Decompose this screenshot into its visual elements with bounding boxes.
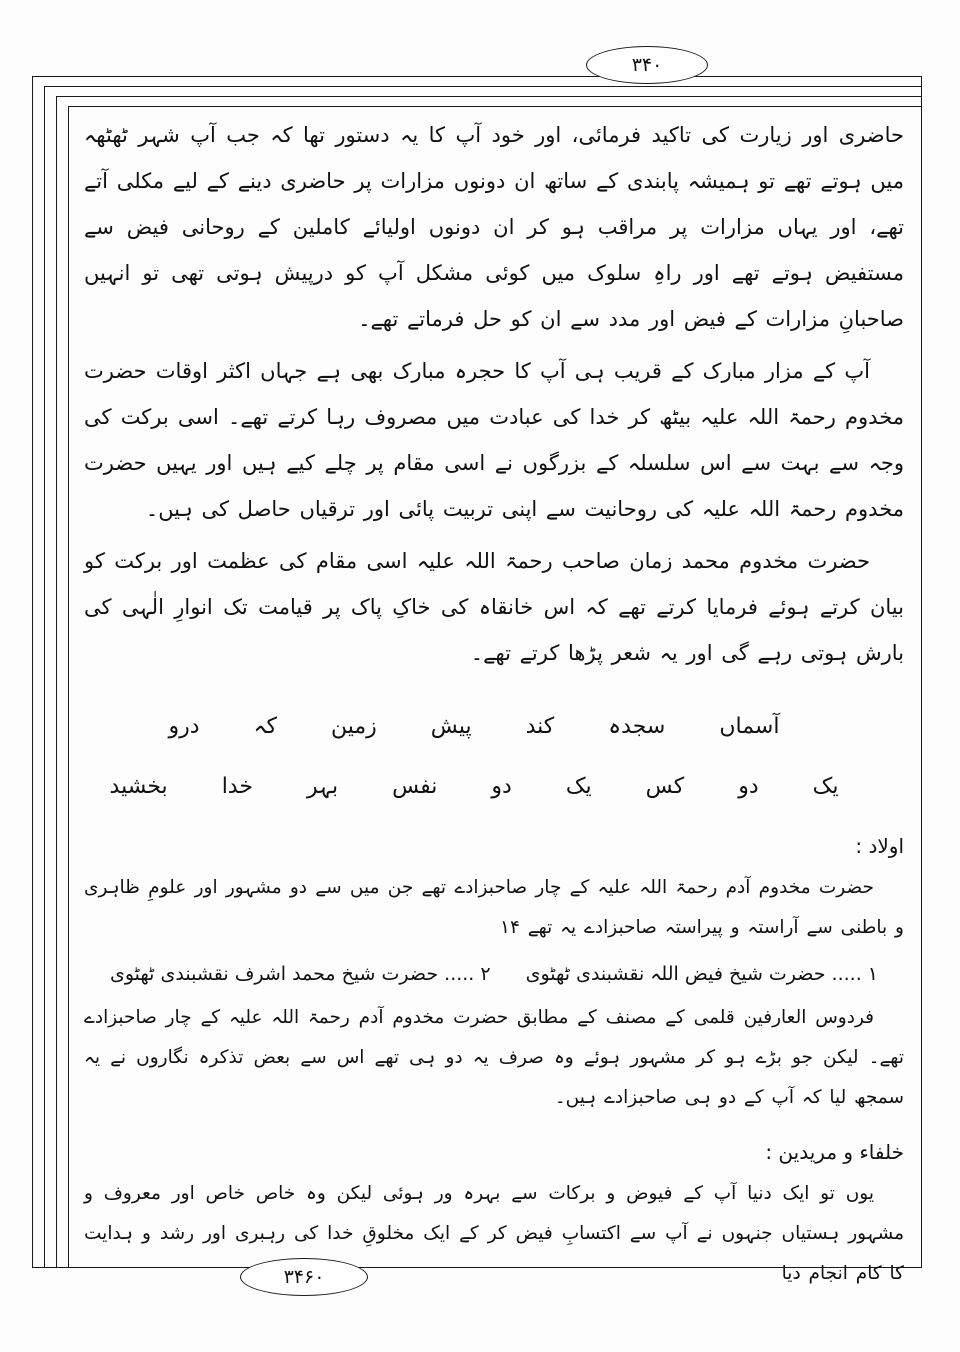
verse-word: دو: [738, 774, 759, 799]
verse-word: زمین: [330, 714, 377, 739]
verse-word: یک: [565, 774, 592, 799]
verse-word: خدا: [221, 774, 253, 799]
page-number-top: ۳۴۰: [586, 46, 708, 84]
heading-children: اولاد :: [855, 834, 904, 858]
verse-word: سجدہ: [608, 714, 666, 739]
children-paragraph-1: حضرت مخدوم آدم رحمۃ اللہ علیہ کے چار صاحبزادے تھے جن میں سے دو مشہور اور علومِ ظاہری و باطنی سے آراستہ و پیراستہ صاحبزادے یہ تھے ۱۴: [84, 877, 904, 938]
verse-word: نفس: [392, 774, 438, 799]
verse-word: بہر: [306, 774, 339, 799]
verse-word: بخشید: [109, 774, 168, 799]
page-number-bottom: ۳۴۶۰: [240, 1258, 368, 1296]
list-item: ۲ ..... حضرت شیخ محمد اشرف نقشبندی ٹھٹوی: [110, 963, 491, 985]
verse-word: کس: [645, 774, 685, 799]
paragraph-3: حضرت مخدوم محمد زمان صاحب رحمۃ اللہ علیہ اسی مقام کی عظمت اور برکت کو بیان کرتے ہوئے فرمایا کرتے تھے کہ اس خانقاہ کی خاکِ پاک پر قیامت تک انوارِ الٰہی کی بارش ہوتی رہے گی اور یہ شعر پڑھا کرتے تھے۔: [84, 549, 904, 665]
verse-line-2: [84, 762, 904, 812]
verse-word: پیش: [430, 714, 472, 739]
verse-word: آسماں: [719, 714, 780, 739]
children-paragraph-2: فردوس العارفین قلمی کے مصنف کے مطابق حضرت مخدوم آدم رحمۃ اللہ علیہ کے چار صاحبزادے تھے۔ لیکن جو بڑے ہو کر مشہور ہوئے وہ صرف یہ دو ہی تھے اس سے بعض تذکرہ نگاروں نے یہ سمجھ لیا کہ آپ کے دو ہی صاحبزادے ہیں۔: [84, 1007, 904, 1108]
verse-word: دو: [491, 774, 512, 799]
paragraph-1: حاضری اور زیارت کی تاکید فرمائی، اور خود آپ کا یہ دستور تھا کہ جب آپ شہر ٹھٹھہ میں ہوتے تھے تو ہمیشہ پابندی کے ساتھ ان دونوں مزارات پر حاضری دینے کے لیے مکلی آتے تھے، اور یہاں مزارات پر مراقب ہو کر ان دونوں اولیائے کاملین کے روحانی فیض سے مستفیض ہوتے تھے اور راہِ سلوک میں کوئی مشکل آپ کو درپیش ہوتی تھی تو انہیں صاحبانِ مزارات کے فیض اور مدد سے ان کو حل فرماتے تھے۔: [84, 123, 904, 331]
verse-word: درو: [168, 714, 200, 739]
spacer: [84, 682, 904, 692]
children-list: [84, 954, 904, 994]
verse-word: کند: [525, 714, 555, 739]
successors-paragraph: یوں تو ایک دنیا آپ کے فیوض و برکات سے بہرہ ور ہوئی لیکن وہ خاص خاص اور معروف و مشہور ہستیاں جنہوں نے آپ سے اکتسابِ فیض کر کے ایک مخلوقِ خدا کی رہبری اور رشد و ہدایت کا کام انجام دیا: [84, 1183, 904, 1284]
verse-word: کہ: [253, 714, 277, 739]
list-item: ۱ ..... حضرت شیخ فیض اللہ نقشبندی ٹھٹوی: [525, 963, 878, 985]
heading-successors: خلفاء و مریدین :: [765, 1140, 904, 1164]
verse-word: یک: [812, 774, 839, 799]
paragraph-2: آپ کے مزار مبارک کے قریب ہی آپ کا حجرہ مبارک بھی ہے جہاں اکثر اوقات حضرت مخدوم رحمۃ اللہ علیہ بیٹھ کر خدا کی عبادت میں مصروف رہا کرتے تھے۔ اسی برکت کی وجہ سے بہت سے اس سلسلہ کے بزرگوں نے اسی مقام پر چلے کیے ہیں اور یہیں حضرت مخدوم رحمۃ اللہ علیہ کی روحانیت سے اپنی تربیت پائی اور ترقیاں حاصل کی ہیں۔: [84, 359, 904, 521]
verse-line-1: [84, 702, 904, 752]
